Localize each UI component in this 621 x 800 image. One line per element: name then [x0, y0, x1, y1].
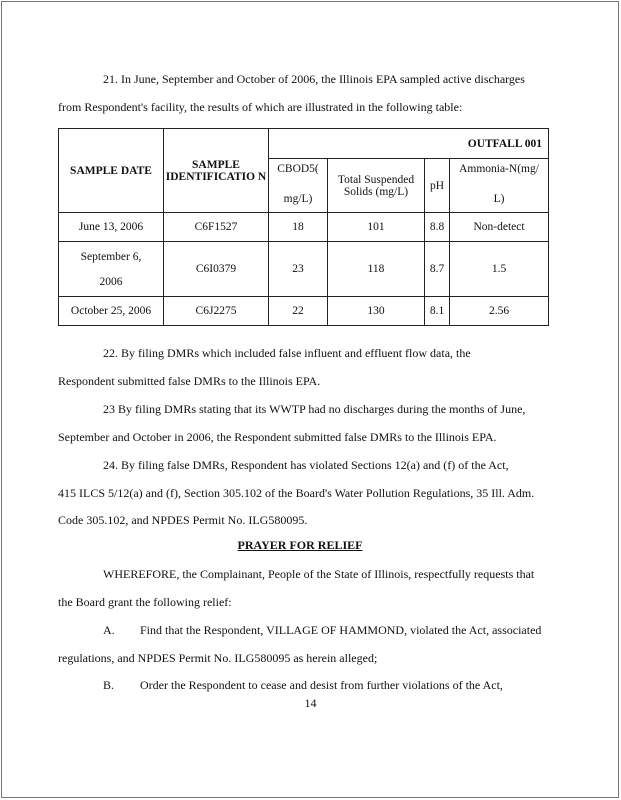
- table-row: [59, 213, 549, 242]
- cell-cbod: 18: [269, 213, 328, 242]
- cell-ammonia: Non-detect: [450, 213, 549, 242]
- paragraph-22-line2: Respondent submitted false DMRs to the Illinois EPA.: [58, 374, 321, 388]
- paragraph-24-line3: Code 305.102, and NPDES Permit No. ILG580095.: [58, 513, 308, 527]
- header-sample-date: SAMPLE DATE: [59, 129, 164, 213]
- paragraph-21-line1: 21. In June, September and October of 2006, the Illinois EPA sampled active discharges: [103, 72, 525, 86]
- header-tss: Total Suspended Solids (mg/L): [328, 159, 425, 213]
- relief-b-label: B.: [103, 678, 115, 692]
- paragraph-23-line2: September and October in 2006, the Respondent submitted false DMRs to the Illinois EPA.: [58, 430, 497, 444]
- header-ammonia: Ammonia-N(mg/: [450, 159, 549, 187]
- cell-cbod: 22: [269, 297, 328, 326]
- header-ammonia-unit: L): [450, 187, 549, 213]
- wherefore-line2: the Board grant the following relief:: [58, 595, 232, 609]
- prayer-heading: PRAYER FOR RELIEF: [237, 538, 363, 552]
- relief-a-line2: regulations, and NPDES Permit No. ILG580095 as herein alleged;: [58, 651, 378, 665]
- header-outfall: OUTFALL 001: [269, 129, 549, 159]
- wherefore-line1: WHEREFORE, the Complainant, People of the State of Illinois, respectfully requests that: [103, 567, 535, 581]
- cell-date-line1: September 6,: [80, 250, 142, 263]
- cell-date-line2: 2006: [99, 275, 123, 288]
- cell-tss: 118: [328, 242, 425, 297]
- cell-ph: 8.7: [425, 242, 450, 297]
- header-ph: pH: [425, 159, 450, 213]
- header-sample-identification: SAMPLE IDENTIFICATIO N: [164, 129, 269, 213]
- header-cbod-unit: mg/L): [269, 187, 328, 213]
- paragraph-22-line1: 22. By filing DMRs which included false influent and effluent flow data, the: [103, 346, 471, 360]
- cell-date: [59, 242, 164, 297]
- cell-id: C6F1527: [164, 213, 269, 242]
- outfall-results-table: [58, 128, 549, 326]
- cell-ammonia: 1.5: [450, 242, 549, 297]
- paragraph-24-line2: 415 ILCS 5/12(a) and (f), Section 305.102 of the Board's Water Pollution Regulations, 35 Ill. Adm.: [58, 486, 535, 500]
- relief-a-line1: Find that the Respondent, VILLAGE OF HAMMOND, violated the Act, associated: [140, 623, 542, 637]
- cell-id: C6J2275: [164, 297, 269, 326]
- cell-tss: 130: [328, 297, 425, 326]
- paragraph-21-line2: from Respondent's facility, the results of which are illustrated in the following table:: [58, 100, 463, 114]
- cell-id: C6I0379: [164, 242, 269, 297]
- cell-date: October 25, 2006: [59, 297, 164, 326]
- table-row: [59, 242, 549, 297]
- cell-cbod: 23: [269, 242, 328, 297]
- relief-a-label: A.: [103, 623, 115, 637]
- paragraph-23-line1: 23 By filing DMRs stating that its WWTP had no discharges during the months of June,: [103, 402, 526, 416]
- cell-tss: 101: [328, 213, 425, 242]
- cell-date: June 13, 2006: [59, 213, 164, 242]
- paragraph-24-line1: 24. By filing false DMRs, Respondent has violated Sections 12(a) and (f) of the Act,: [103, 458, 509, 472]
- cell-ph: 8.8: [425, 213, 450, 242]
- cell-ph: 8.1: [425, 297, 450, 326]
- relief-b-line1: Order the Respondent to cease and desist from further violations of the Act,: [140, 678, 503, 692]
- table-row: [59, 297, 549, 326]
- header-cbod: CBOD5(: [269, 159, 328, 187]
- cell-ammonia: 2.56: [450, 297, 549, 326]
- page-number: 14: [304, 696, 317, 710]
